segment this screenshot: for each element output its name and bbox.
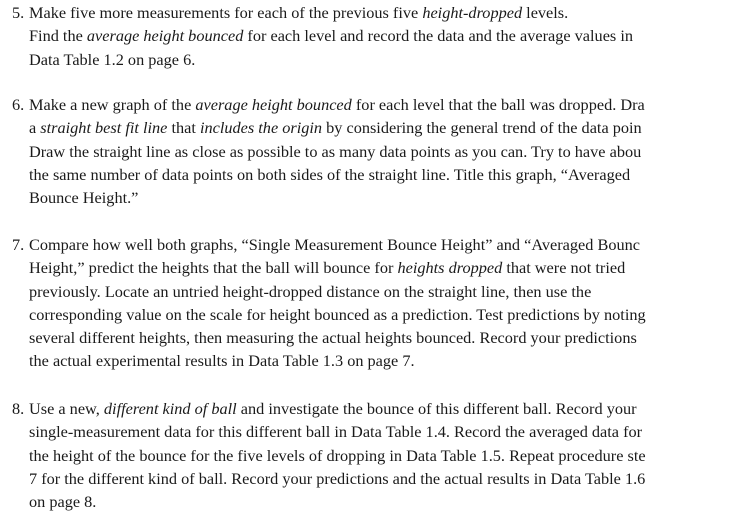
- step-line: Data Table 1.2 on page 6.: [29, 49, 196, 69]
- instruction-step-8: [0, 397, 686, 513]
- step-line: several different heights, then measuring the actual heights bounced. Record your predictions: [29, 328, 637, 348]
- step-line: Make five more measurements for each of the previous five height-dropped levels.: [29, 3, 569, 22]
- instruction-step-5: [0, 1, 686, 71]
- step-line: Compare how well both graphs, “Single Measurement Bounce Height” and “Averaged Bounc: [29, 235, 640, 254]
- step-number: 6.: [12, 95, 25, 114]
- step-line: Find the average height bounced for each level and record the data and the average values in: [29, 26, 633, 46]
- step-line: 7 for the different kind of ball. Record your predictions and the actual results in Data Table 1.6: [29, 468, 646, 488]
- step-line: Height,” predict the heights that the ball will bounce for heights dropped that were not tried: [29, 258, 626, 278]
- instruction-step-6: [0, 93, 686, 209]
- step-line: the actual experimental results in Data Table 1.3 on page 7.: [29, 351, 415, 371]
- step-line: single-measurement data for this different ball in Data Table 1.4. Record the averaged data for: [29, 422, 643, 442]
- step-line: the same number of data points on both sides of the straight line. Title this graph, “Averaged: [29, 164, 631, 184]
- step-line: Make a new graph of the average height bounced for each level that the ball was dropped. Dra: [29, 95, 645, 114]
- step-line: the height of the bounce for the five levels of dropping in Data Table 1.5. Repeat procedure ste: [29, 445, 646, 465]
- step-line: Bounce Height.”: [29, 188, 139, 208]
- instruction-step-7: [0, 233, 686, 373]
- step-line: on page 8.: [29, 492, 97, 512]
- step-line: a straight best fit line that includes the origin by considering the general trend of the data poin: [29, 118, 642, 138]
- step-number: 8.: [12, 399, 25, 418]
- step-number: 5.: [12, 3, 25, 22]
- step-line: Draw the straight line as close as possible to as many data points as you can. Try to have abou: [29, 141, 642, 161]
- page-right-margin: [686, 0, 733, 520]
- step-line: previously. Locate an untried height-dropped distance on the straight line, then use the: [29, 281, 592, 301]
- step-number: 7.: [12, 235, 25, 254]
- step-line: corresponding value on the scale for height bounced as a prediction. Test predictions by noting: [29, 304, 646, 324]
- step-line: Use a new, different kind of ball and investigate the bounce of this different ball. Record your: [29, 399, 637, 418]
